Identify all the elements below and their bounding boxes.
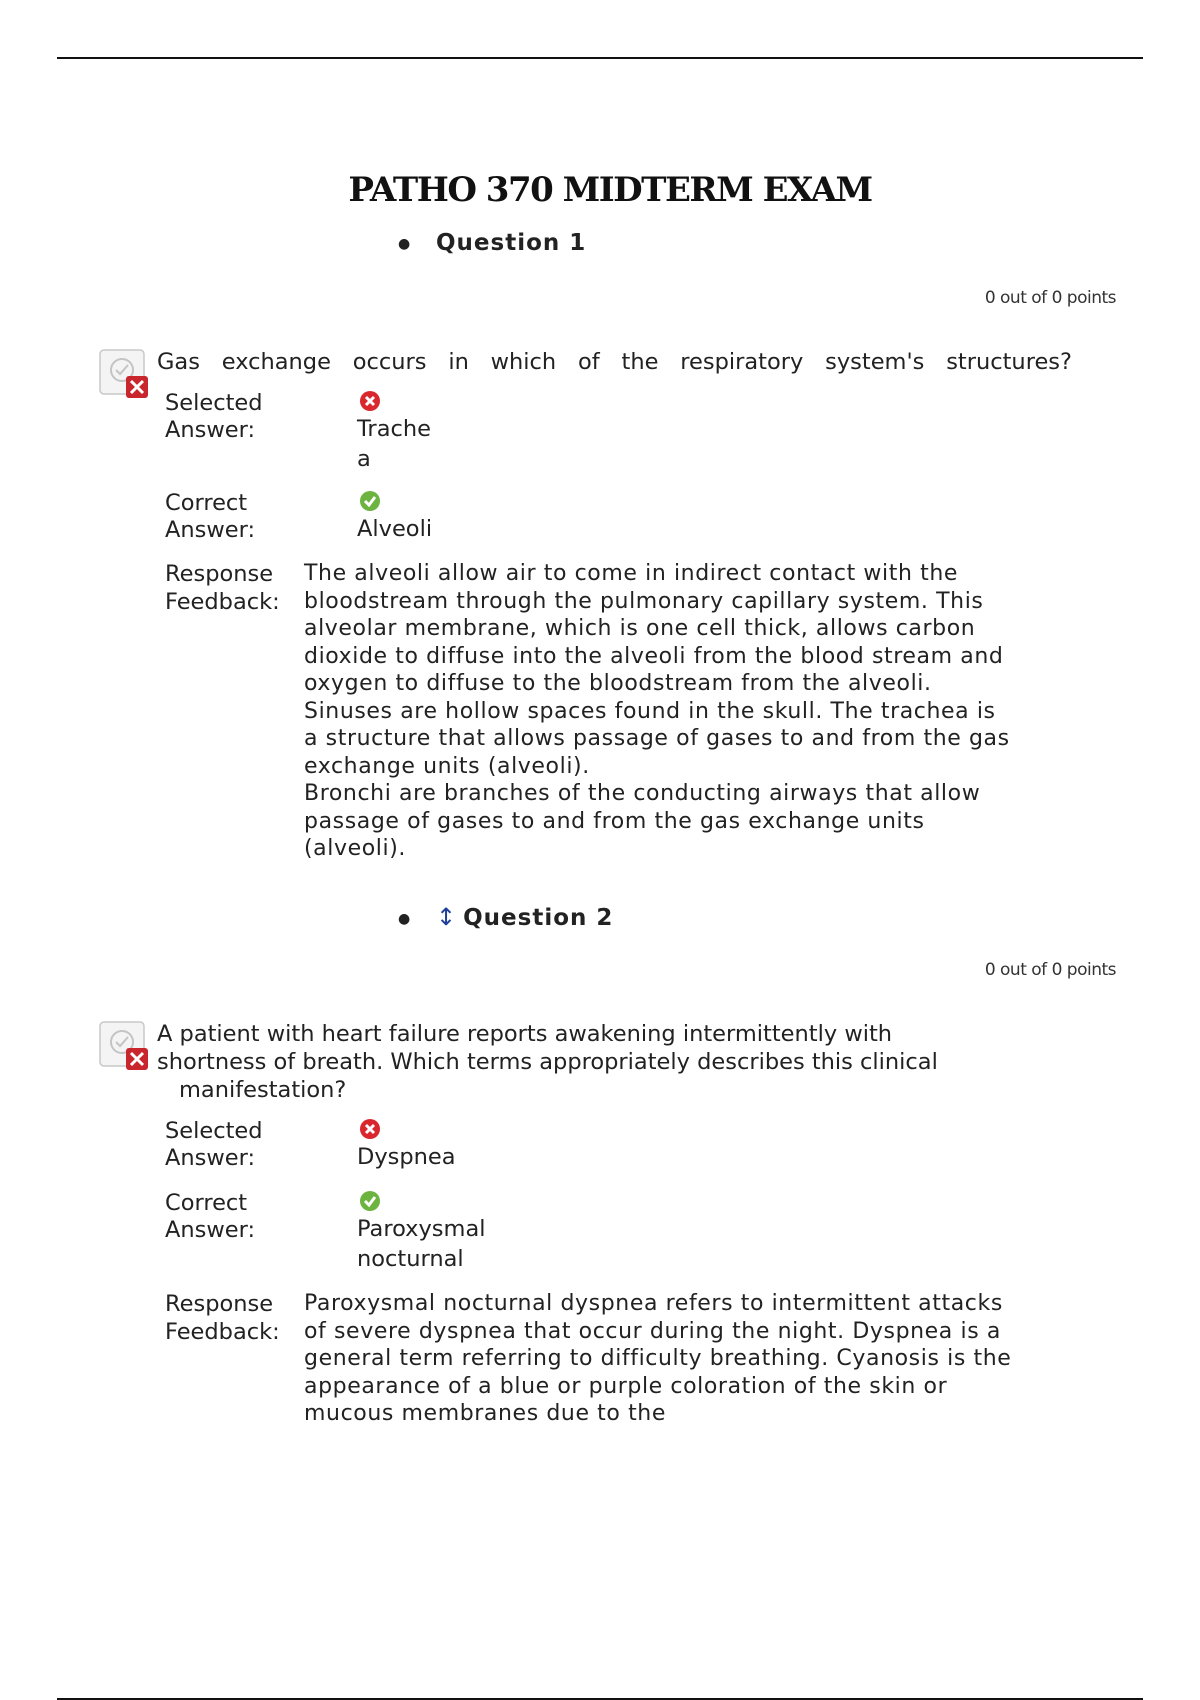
response-feedback [304,560,1014,863]
bullet-icon: ● [398,235,412,252]
question-word: occurs [352,349,427,375]
correct-check-icon [359,490,381,512]
question-text-line: shortness of breath. Which terms appropriately describes this clinical [157,1049,938,1075]
incorrect-status-icon [98,348,150,400]
feedback-paragraph: Bronchi are branches of the conducting airways that allow passage of gases to and from the gas exchange units (alveoli). [304,781,981,861]
correct-answer-text: Paroxysmal nocturnal [357,1216,486,1272]
question-word: system's [825,349,925,375]
incorrect-status-icon [98,1020,150,1072]
correct-answer [357,490,432,544]
top-rule [57,57,1143,59]
question-text-line: A patient with heart failure reports awakening intermittently with [157,1021,893,1047]
question-1-heading-text: Question 1 [436,230,587,256]
feedback-paragraph: Paroxysmal nocturnal dyspnea refers to intermittent attacks of severe dyspnea that occur during the night. Dyspnea is a general term referring to difficulty breathing. Cyanosis is the appearance of a blue or purple coloration of the skin or mucous membranes due to the [304,1291,1012,1426]
question-word: which [490,349,557,375]
selected-answer-label: Selected Answer: [165,390,263,443]
correct-answer-label: Correct Answer: [165,1190,256,1243]
selected-answer [357,1118,456,1172]
incorrect-icon [359,390,381,412]
question-word: exchange [221,349,331,375]
question-word: the [621,349,659,375]
selected-answer-label: Selected Answer: [165,1118,263,1171]
bullet-icon: ● [398,910,412,927]
question-1-heading [398,230,586,256]
correct-check-icon [359,1190,381,1212]
selected-answer-text: Trachea [357,416,431,472]
question-text-line: manifestation? [179,1077,347,1103]
exam-title: PATHO 370 MIDTERM EXAM [348,170,872,210]
question-2-points: 0 out of 0 points [984,960,1116,980]
question-word: of [578,349,600,375]
response-feedback [304,1290,1014,1428]
feedback-paragraph: The alveoli allow air to come in indirect contact with the bloodstream through the pulmonary capillary system. This alveolar membrane, which is one cell thick, allows carbon dioxide to diffuse into the alveoli from the blood stream and oxygen to diffuse to the bloodstream from the alveoli. Sinuses are hollow spaces found in the skull. The trachea is a structure that allows passage of gases to and from the gas exchange units (alveoli). [304,561,1010,779]
question-1-text [157,348,1072,376]
question-word: in [448,349,469,375]
question-2-heading [398,903,613,931]
question-2-text [157,1020,987,1104]
question-1-points: 0 out of 0 points [984,288,1116,308]
selected-answer [357,390,437,474]
response-feedback-label: Response Feedback: [165,1291,280,1345]
selected-answer-text: Dyspnea [357,1144,456,1170]
response-feedback-label: Response Feedback: [165,561,280,615]
question-word: structures? [946,349,1072,375]
question-2-heading-text: Question 2 [463,905,614,931]
question-word: respiratory [680,349,804,375]
correct-answer-label: Correct Answer: [165,490,256,543]
correct-answer [357,1190,507,1274]
question-word: Gas [157,349,200,375]
incorrect-icon [359,1118,381,1140]
correct-answer-text: Alveoli [357,516,433,542]
reorder-arrow-icon[interactable]: ↕ [436,903,458,931]
